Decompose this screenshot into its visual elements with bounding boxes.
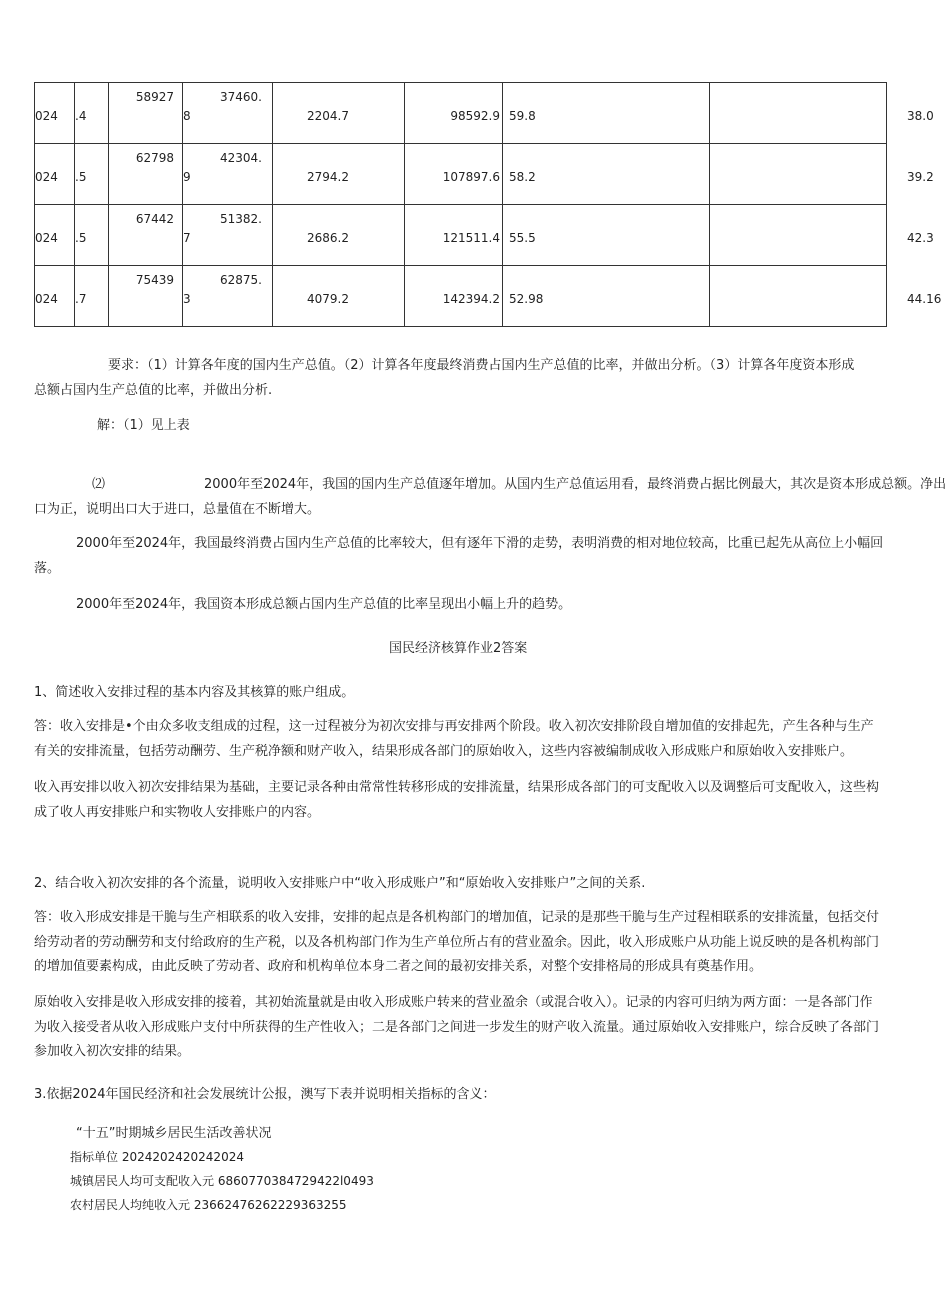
table-cell	[405, 83, 503, 144]
cell-value: 62875.	[220, 273, 262, 287]
q1-answer-1-line-1: 答：收入安排是•个由众多收支组成的过程，这一过程被分为初次安排与再安排两个阶段。收入初次安排阶段自增加值的安排起先，产生各种与生产	[34, 719, 874, 734]
table-row	[35, 205, 887, 266]
cell-value: 39.2	[907, 170, 934, 184]
table-cell	[35, 205, 75, 266]
cell-value: 75439	[135, 273, 174, 287]
cell-value: 024	[35, 231, 58, 245]
requirement-text	[34, 354, 886, 403]
cell-value: 121511.4	[442, 231, 500, 245]
table-subtitle: “十五”时期城乡居民生活改善状况	[76, 1126, 272, 1141]
table-cell	[183, 266, 273, 327]
q1-answer-paragraph-2	[34, 776, 886, 825]
cell-value: .4	[75, 109, 87, 123]
q1-answer-paragraph-1	[34, 715, 886, 764]
cell-value: 2686.2	[307, 231, 349, 245]
cell-value: 55.5	[509, 231, 536, 245]
cell-value: 2204.7	[307, 109, 349, 123]
q1-answer-2-line-2: 成了收人再安排账户和实物收人安排账户的内容。	[34, 804, 321, 820]
analysis-paragraph-3: 2000年至2024年，我国资本形成总额占国内生产总值的比率呈现出小幅上升的趋势。	[76, 597, 572, 612]
table-row	[35, 83, 887, 144]
cell-value: 7	[183, 231, 191, 245]
solution-1: 解：（1）见上表	[97, 418, 190, 433]
cell-value: .5	[75, 170, 87, 184]
table-cell	[183, 83, 273, 144]
indicator-header-row: 指标单位 2024202420242024	[70, 1150, 244, 1164]
cell-value: 107897.6	[442, 170, 500, 184]
table-cell	[183, 144, 273, 205]
cell-value: 59.8	[509, 109, 536, 123]
cell-value: 98592.9	[450, 109, 500, 123]
q1-answer-1-line-2: 有关的安排流量，包括劳动酬劳、生产税净额和财产收入，结果形成各部门的原始收入，这些内容被编制成收入形成账户和原始收入安排账户。	[34, 743, 854, 759]
table-cell	[109, 266, 183, 327]
cell-value: 58927	[135, 90, 174, 104]
table-cell	[35, 144, 75, 205]
table-row	[35, 266, 887, 327]
question-2: 2、结合收入初次安排的各个流量，说明收入安排账户中“收入形成账户”和“原始收入安排账户”之间的关系.	[34, 876, 646, 891]
q2-answer-1-line-2: 给劳动者的劳动酬劳和支付给政府的生产税，以及各机构部门作为生产单位所占有的营业盈余。因此，收入形成账户从功能上说反映的是各机构部门	[34, 934, 880, 950]
q1-answer-2-line-1: 收入再安排以收入初次安排结果为基础，主要记录各种由常常性转移形成的安排流量，结果形成各部门的可支配收入以及调整后可支配收入，这些构	[34, 780, 880, 795]
table-cell	[109, 205, 183, 266]
table-cell	[405, 266, 503, 327]
table-cell	[503, 266, 710, 327]
cell-value: 58.2	[509, 170, 536, 184]
requirement-line-1: 要求：（1）计算各年度的国内生产总值。（2）计算各年度最终消费占国内生产总值的比率，并做出分析。（3）计算各年度资本形成	[108, 358, 855, 373]
table-cell	[35, 83, 75, 144]
cell-value: 024	[35, 170, 58, 184]
cell-value: 2794.2	[307, 170, 349, 184]
section-title: 国民经济核算作业2答案	[389, 641, 528, 656]
table-cell	[75, 205, 109, 266]
table-cell	[273, 266, 405, 327]
analysis-p1-line-2: 口为正，说明出口大于进口，总量值在不断增大。	[34, 501, 321, 517]
q2-answer-2-line-2: 为收入接受者从收入形成账户支付中所获得的生产性收入；二是各部门之间进一步发生的财产收入流量。通过原始收入安排账户，综合反映了各部门	[34, 1019, 880, 1035]
cell-value: 024	[35, 109, 58, 123]
cell-value: 3	[183, 292, 191, 306]
cell-value: .7	[75, 292, 87, 306]
cell-value: 42304.	[220, 151, 262, 165]
q2-answer-paragraph-2	[34, 991, 886, 1065]
table-cell	[35, 266, 75, 327]
table-cell	[75, 266, 109, 327]
table-cell	[710, 83, 934, 144]
table-cell	[75, 83, 109, 144]
analysis-paragraph-2	[34, 532, 886, 581]
table-row	[35, 144, 887, 205]
analysis-label: ⑵	[92, 477, 106, 492]
table-cell	[710, 205, 934, 266]
table-cell	[503, 144, 710, 205]
table-cell	[273, 205, 405, 266]
cell-value: 142394.2	[442, 292, 500, 306]
q2-answer-1-line-1: 答：收入形成安排是干脆与生产相联系的收入安排，安排的起点是各机构部门的增加值，记录的是那些干脆与生产过程相联系的安排流量，包括交付	[34, 910, 880, 925]
data-table	[34, 82, 942, 327]
table-cell	[405, 144, 503, 205]
rural-income-row: 农村居民人均纯收入元 2366247626222936325​5	[70, 1198, 347, 1212]
table-cell	[503, 83, 710, 144]
cell-value: 4079.2	[307, 292, 349, 306]
table-cell	[109, 83, 183, 144]
cell-value: 9	[183, 170, 191, 184]
table-cell	[273, 144, 405, 205]
cell-value: 62798	[135, 151, 174, 165]
table-cell	[710, 144, 934, 205]
cell-value: 8	[183, 109, 191, 123]
table-cell	[503, 205, 710, 266]
q2-answer-1-line-3: 的增加值要素构成，由此反映了劳动者、政府和机构单位本身二者之间的最初安排关系，对整个安排格局的形成具有奠基作用。	[34, 959, 763, 974]
q2-answer-2-line-1: 原始收入安排是收入形成安排的接着，其初始流量就是由收入形成账户转来的营业盈余（或混合收入）。记录的内容可归纳为两方面：一是各部门作	[34, 995, 873, 1010]
urban-income-row: 城镇居民人均可支配收入元 6860770384729422l0493	[70, 1174, 374, 1188]
analysis-p1-line-1: 2000年至2024年，我国的国内生产总值逐年增加。从国内生产总值运用看，最终消费占据比例最大，其次是资本形成总额。净出	[204, 477, 946, 492]
table-cell	[405, 205, 503, 266]
table-cell	[710, 266, 942, 327]
table-cell	[273, 83, 405, 144]
cell-value: .5	[75, 231, 87, 245]
cell-value: 024	[35, 292, 58, 306]
q2-answer-2-line-3: 参加收入初次安排的结果。	[34, 1044, 191, 1059]
table-cell	[75, 144, 109, 205]
cell-value: 42.3	[907, 231, 934, 245]
cell-value: 37460.	[220, 90, 262, 104]
analysis-paragraph-1	[34, 473, 946, 522]
table-cell	[109, 144, 183, 205]
cell-value: 44.16	[907, 292, 942, 306]
cell-value: 51382.	[220, 212, 262, 226]
question-1: 1、简述收入安排过程的基本内容及其核算的账户组成。	[34, 685, 355, 700]
q2-answer-paragraph-1	[34, 906, 886, 980]
analysis-p2-line-2: 落。	[34, 560, 61, 576]
cell-value: 67442	[135, 212, 174, 226]
analysis-p2-line-1: 2000年至2024年，我国最终消费占国内生产总值的比率较大，但有逐年下滑的走势，表明消费的相对地位较高，比重已起先从高位上小幅回	[76, 536, 884, 551]
requirement-line-2: 总额占国内生产总值的比率，并做出分析.	[34, 382, 273, 398]
table-cell	[183, 205, 273, 266]
cell-value: 38.0	[907, 109, 934, 123]
question-3: 3.依据2024年国民经济和社会发展统计公报，澳写下表并说明相关指标的含义：	[34, 1087, 496, 1102]
cell-value: 52.98	[509, 292, 544, 306]
